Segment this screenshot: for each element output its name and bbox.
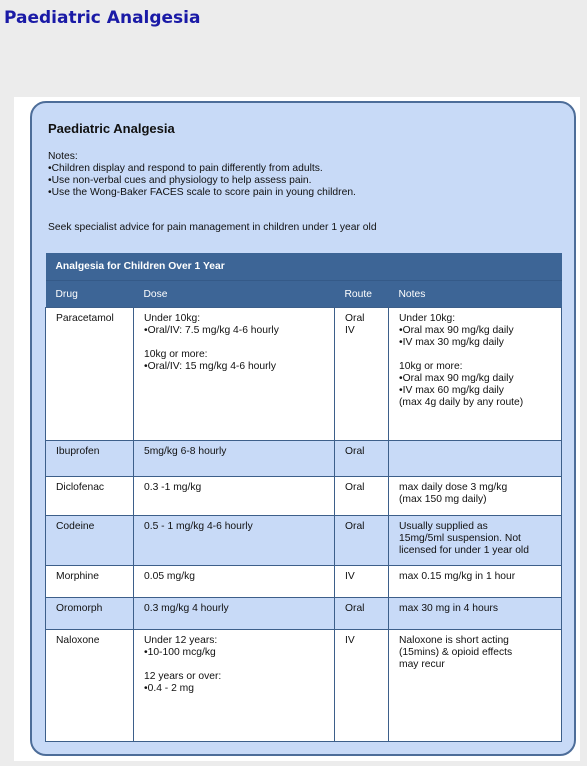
notes-cell xyxy=(389,477,562,516)
drug-cell-line: Diclofenac xyxy=(56,482,105,493)
notes-cell-line: Usually supplied as xyxy=(399,521,488,532)
dose-cell-line: Under 12 years: xyxy=(144,635,218,646)
notes-cell-line: (15mins) & opioid effects xyxy=(399,647,513,658)
notes-cell-line: Under 10kg: xyxy=(399,313,456,324)
notes-cell xyxy=(389,516,562,566)
analgesia-card xyxy=(30,101,576,756)
notes-cell-line: (max 4g daily by any route) xyxy=(399,397,524,408)
column-header-notes: Notes xyxy=(389,281,562,308)
route-cell xyxy=(335,308,389,441)
dose-cell xyxy=(134,566,335,598)
notes-cell-line: max daily dose 3 mg/kg xyxy=(399,482,508,493)
notes-cell-line: •Oral max 90 mg/kg daily xyxy=(399,373,514,384)
dose-cell-line: •10-100 mcg/kg xyxy=(144,647,216,658)
dose-cell-line: •Oral/IV: 7.5 mg/kg 4-6 hourly xyxy=(144,325,279,336)
dose-cell-line: 5mg/kg 6-8 hourly xyxy=(144,446,227,457)
notes-cell xyxy=(389,308,562,441)
notes-cell-line: 10kg or more: xyxy=(399,361,463,372)
notes-cell-line: max 0.15 mg/kg in 1 hour xyxy=(399,571,516,582)
table-row xyxy=(46,566,562,598)
line-gap xyxy=(144,659,328,671)
drug-cell-line: Codeine xyxy=(56,521,95,532)
drug-cell-line: Naloxone xyxy=(56,635,100,646)
table-row xyxy=(46,598,562,630)
notes-cell-line: •IV max 30 mg/kg daily xyxy=(399,337,504,348)
route-cell xyxy=(335,566,389,598)
notes-cell-line: 15mg/5ml suspension. Not xyxy=(399,533,521,544)
notes-cell-line: max 30 mg in 4 hours xyxy=(399,603,499,614)
notes-line: •Use non-verbal cues and physiology to help assess pain. xyxy=(48,175,312,186)
table-caption: Analgesia for Children Over 1 Year xyxy=(46,253,562,281)
notes-cell-line: licensed for under 1 year old xyxy=(399,545,529,556)
dose-cell xyxy=(134,598,335,630)
notes-block xyxy=(48,151,356,199)
card-title: Paediatric Analgesia xyxy=(48,121,175,136)
route-cell xyxy=(335,477,389,516)
route-cell-line: Oral xyxy=(345,482,365,493)
table-row xyxy=(46,516,562,566)
drug-cell xyxy=(46,308,134,441)
notes-cell xyxy=(389,441,562,477)
notes-cell-line: may recur xyxy=(399,659,445,670)
dose-cell-line: 10kg or more: xyxy=(144,349,208,360)
drug-cell-line: Oromorph xyxy=(56,603,103,614)
route-cell-line: Oral xyxy=(345,603,365,614)
dose-cell-line: 0.3 mg/kg 4 hourly xyxy=(144,603,229,614)
drug-cell-line: Paracetamol xyxy=(56,313,114,324)
drug-cell xyxy=(46,630,134,742)
dose-cell xyxy=(134,516,335,566)
drug-cell xyxy=(46,477,134,516)
notes-cell-line: (max 150 mg daily) xyxy=(399,494,487,505)
dose-cell-line: 0.5 - 1 mg/kg 4-6 hourly xyxy=(144,521,253,532)
route-cell xyxy=(335,516,389,566)
notes-cell-line: •IV max 60 mg/kg daily xyxy=(399,385,504,396)
drug-cell-line: Morphine xyxy=(56,571,99,582)
drug-cell xyxy=(46,598,134,630)
dose-cell xyxy=(134,308,335,441)
route-cell-line: Oral xyxy=(345,313,365,324)
analgesia-table xyxy=(45,253,562,742)
line-gap xyxy=(399,349,555,361)
column-header-route: Route xyxy=(335,281,389,308)
notes-cell-line: •Oral max 90 mg/kg daily xyxy=(399,325,514,336)
drug-cell xyxy=(46,516,134,566)
table-row xyxy=(46,441,562,477)
drug-cell xyxy=(46,441,134,477)
table-row xyxy=(46,477,562,516)
route-cell-line: Oral xyxy=(345,521,365,532)
column-header-dose: Dose xyxy=(134,281,335,308)
notes-cell xyxy=(389,598,562,630)
column-header-drug: Drug xyxy=(46,281,134,308)
page-title: Paediatric Analgesia xyxy=(4,8,201,28)
route-cell xyxy=(335,441,389,477)
table-row xyxy=(46,630,562,742)
dose-cell-line: 12 years or over: xyxy=(144,671,222,682)
dose-cell xyxy=(134,441,335,477)
notes-line: •Use the Wong-Baker FACES scale to score pain in young children. xyxy=(48,187,356,198)
dose-cell-line: Under 10kg: xyxy=(144,313,201,324)
dose-cell-line: •0.4 - 2 mg xyxy=(144,683,194,694)
dose-cell xyxy=(134,630,335,742)
notes-cell-line: Naloxone is short acting xyxy=(399,635,509,646)
specialist-advice: Seek specialist advice for pain management in children under 1 year old xyxy=(48,222,377,233)
route-cell-line: Oral xyxy=(345,446,365,457)
drug-cell-line: Ibuprofen xyxy=(56,446,100,457)
dose-cell-line: •Oral/IV: 15 mg/kg 4-6 hourly xyxy=(144,361,276,372)
notes-cell xyxy=(389,630,562,742)
dose-cell-line: 0.05 mg/kg xyxy=(144,571,195,582)
notes-line: Notes: xyxy=(48,151,78,162)
table-row xyxy=(46,308,562,441)
route-cell xyxy=(335,630,389,742)
route-cell-line: IV xyxy=(345,325,355,336)
notes-line: •Children display and respond to pain differently from adults. xyxy=(48,163,323,174)
table-body xyxy=(46,308,562,742)
dose-cell xyxy=(134,477,335,516)
route-cell xyxy=(335,598,389,630)
drug-cell xyxy=(46,566,134,598)
dose-cell-line: 0.3 -1 mg/kg xyxy=(144,482,202,493)
route-cell-line: IV xyxy=(345,635,355,646)
line-gap xyxy=(144,337,328,349)
route-cell-line: IV xyxy=(345,571,355,582)
notes-cell xyxy=(389,566,562,598)
